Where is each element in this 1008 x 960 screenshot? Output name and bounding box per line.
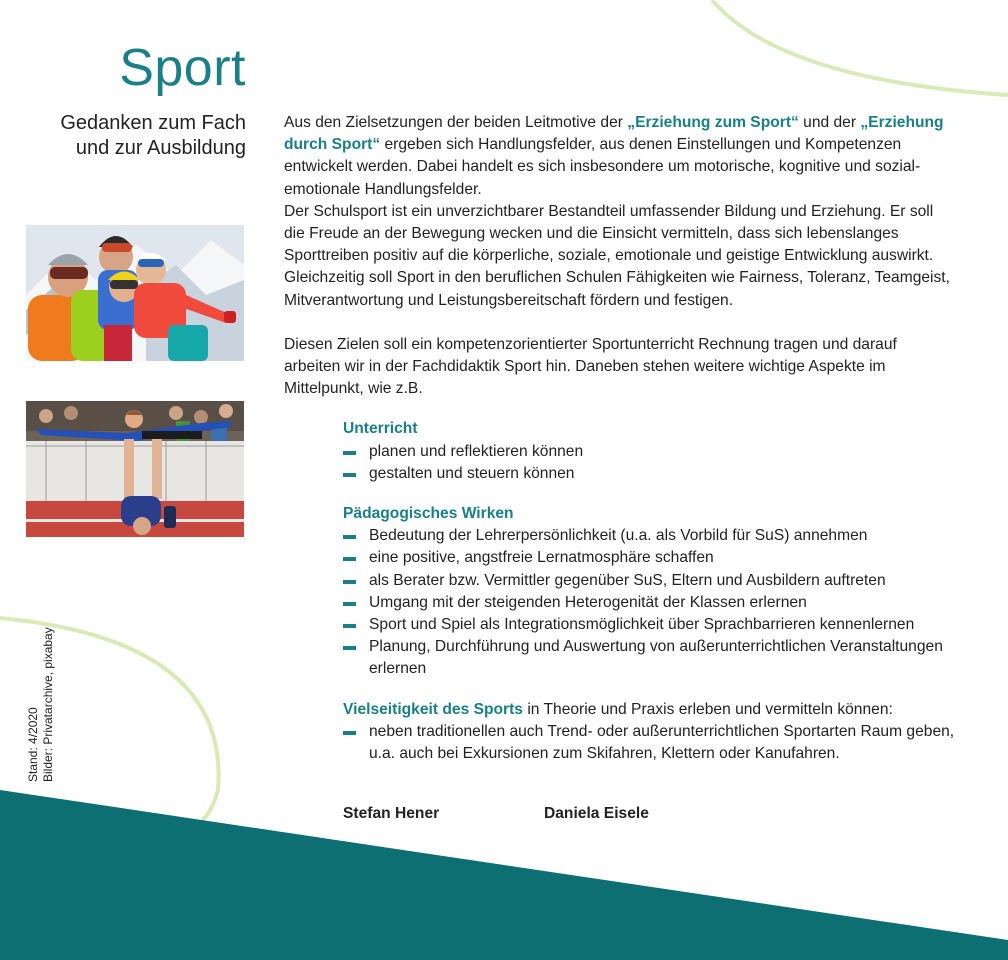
intro-paragraph-3: Diesen Zielen soll ein kompetenzorientierter Sportunterricht Rechnung tragen und darauf arbeiten wir in der Fachdidaktik Sport hin. Daneben stehen weitere wichtige Aspekte im Mittelpunkt, wie z.B.: [284, 335, 897, 398]
main-text: [284, 112, 956, 765]
intro-text-c: ergeben sich Handlungsfelder, aus denen Einstellungen und Kompetenzen entwickelt werden. Dabei handelt es sich insbesondere um motorische, kognitive und sozial-emotionale Handlungsfelder.: [284, 136, 921, 198]
list-item: neben traditionellen auch Trend- oder außerunterrichtlichen Sportarten Raum geben, u.a. auch bei Exkursionen zum Skifahren, Klettern oder Kanufahren.: [343, 721, 956, 765]
section-heading: Unterricht: [343, 420, 418, 438]
section-unterricht: [343, 418, 956, 485]
acrobatics-photo: [26, 401, 244, 537]
list-item: planen und reflektieren können: [343, 441, 956, 463]
credits-images: Bilder: Privatarchive, pixabay: [41, 627, 55, 782]
list-item: eine positive, angstfreie Lernatmosphäre schaffen: [343, 547, 956, 569]
intro-paragraph-1: [284, 112, 956, 201]
top-right-arc: [712, 0, 1008, 95]
author-daniela-eisele: Daniela Eisele: [544, 805, 649, 822]
bullet-list: [343, 441, 956, 485]
section-heading-line: [343, 699, 956, 721]
ski-group-selfie-photo: [26, 225, 244, 361]
intro-text-b: und der: [798, 114, 861, 131]
section-heading: Pädagogisches Wirken: [343, 505, 514, 523]
section-paedagogisches-wirken: [343, 503, 956, 681]
subtitle-line-1: Gedanken zum Fach: [60, 112, 246, 134]
subtitle-line-2: und zur Ausbildung: [75, 137, 246, 159]
credits-stand: Stand: 4/2020: [26, 707, 40, 782]
intro-text-a: Aus den Zielsetzungen der beiden Leitmotive der: [284, 114, 628, 131]
author-stefan-hener: Stefan Hener: [343, 805, 440, 822]
list-item: Planung, Durchführung und Auswertung von außerunterrichtlichen Veranstaltungen erlernen: [343, 636, 956, 680]
list-item: Bedeutung der Lehrerpersönlichkeit (u.a. als Vorbild für SuS) annehmen: [343, 525, 956, 547]
list-item: Umgang mit der steigenden Heterogenität der Klassen erlernen: [343, 592, 956, 614]
leitmotiv-durch-sport: „Erziehung durch Sport“: [284, 114, 944, 154]
section-heading-rest: in Theorie und Praxis erleben und vermitteln können:: [522, 700, 893, 718]
section-vielseitigkeit: [343, 699, 956, 766]
list-item: als Berater bzw. Vermittler gegenüber SuS, Eltern und Ausbildern auftreten: [343, 570, 956, 592]
list-item: Sport und Spiel als Integrationsmöglichkeit über Sprachbarrieren kennenlernen: [343, 614, 956, 636]
list-item: gestalten und steuern können: [343, 463, 956, 485]
page-title: Sport: [119, 39, 246, 97]
bullet-list: [343, 525, 956, 680]
credits: [26, 627, 56, 782]
intro-paragraph-2: Der Schulsport ist ein unverzichtbarer Bestandteil umfassender Bildung und Erziehung. Er soll die Freude an der Bewegung wecken und die Einsicht vermitteln, dass sich lebenslanges Sporttreiben positiv auf die körperliche, soziale, emotionale und geistige Entwicklung auswirkt. Gleichzeitig soll Sport in den beruflichen Schulen Fähigkeiten wie Fairness, Toleranz, Teamgeist, Mitverantwortung und Leistungsbereitschaft fördern und festigen.: [284, 202, 950, 309]
teal-footer-band: [0, 790, 1008, 960]
page-subtitle: [20, 111, 246, 161]
section-heading: Vielseitigkeit des Sports: [343, 700, 523, 718]
bullet-list: [343, 721, 956, 765]
leitmotiv-zum-sport: „Erziehung zum Sport“: [627, 114, 799, 131]
